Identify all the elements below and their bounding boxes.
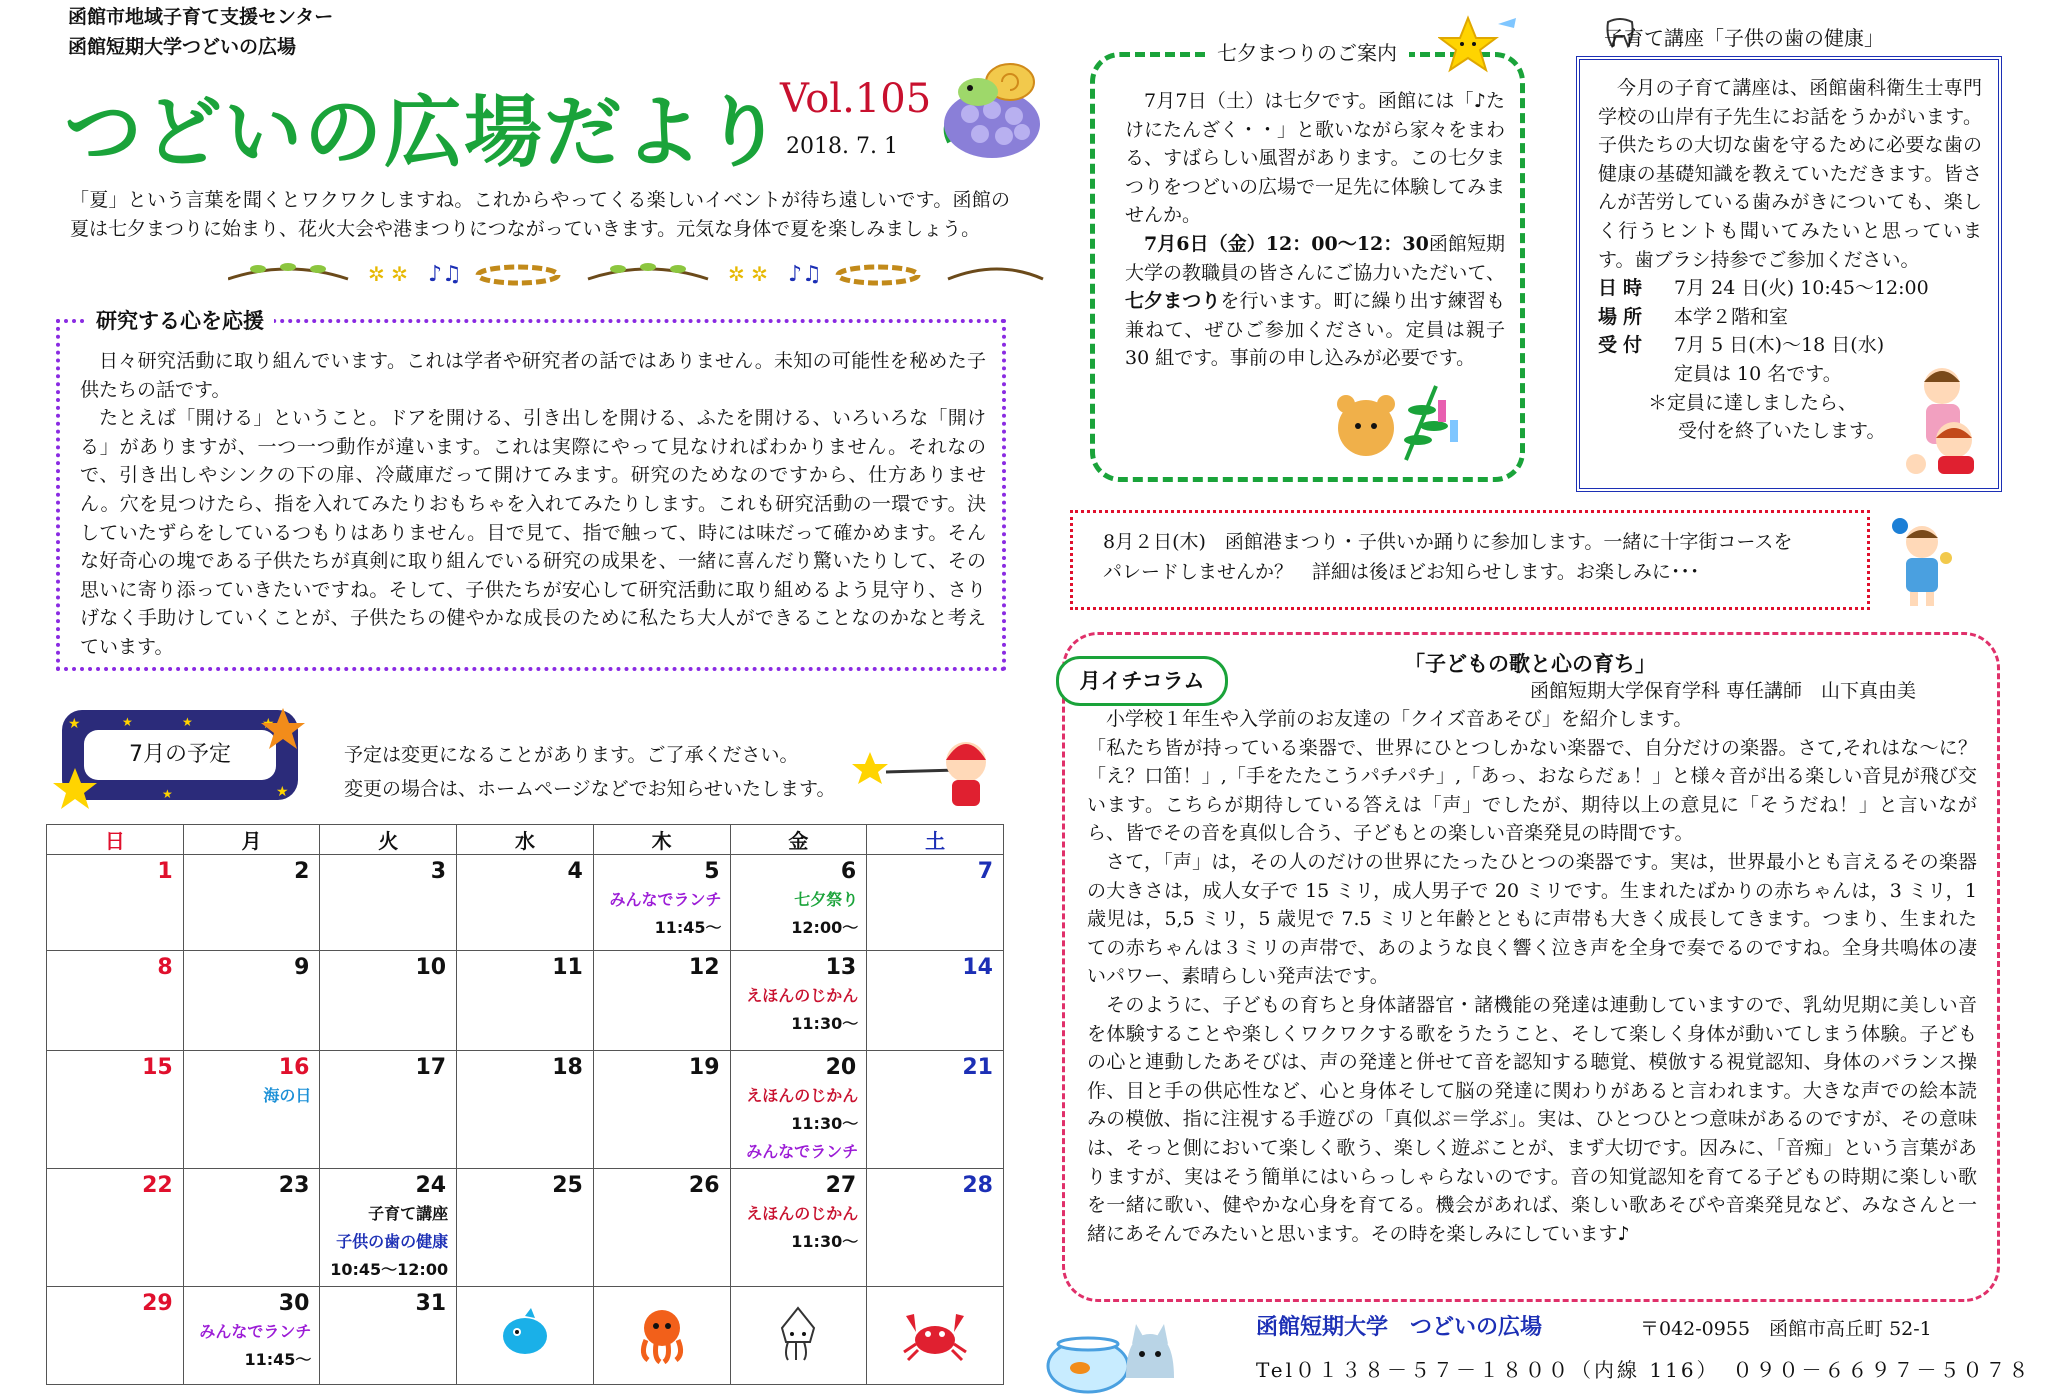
schedule-note bbox=[344, 738, 836, 806]
day-number: 4 bbox=[567, 859, 583, 884]
day-number: 25 bbox=[552, 1173, 583, 1198]
dental-reception-value: 7月 5 日(木)～18 日(水) bbox=[1674, 334, 1885, 357]
calendar-day-cell bbox=[867, 855, 1004, 951]
calendar-week bbox=[47, 951, 1004, 1051]
calendar-day-cell bbox=[730, 1169, 867, 1287]
calendar-event: えほんのじかん bbox=[746, 986, 859, 1005]
hydrangea-snail-icon bbox=[930, 52, 1050, 162]
calendar-event: 海の日 bbox=[263, 1086, 312, 1105]
column-paragraph-4: そのように、子どもの育ちと身体諸器官・諸機能の発達は連動していますので、乳幼児期に美しい音を体験することや楽しくワクワクする歌をうたうこと、そして楽しく身体が動いてしまう体験。子どもの心と連動したあそびは、声の発達と併せて音を認知する聴覚、模倣する視覚認知、身体のバランス操作、目と手の供応性など、心と身体そして脳の発達に関わりがあると言われます。大きな声での絵本読みの模倣、指に注視する手遊びの「真似ぶ＝学ぶ」。実は、ひとつひとつ意味があるのですが、その意味は、そっと側において楽しく歌う、楽しく遊ぶことが、まず大切です。因みに、「音痴」という言葉がありますが、実はそう簡単にはいらっしゃらないのです。音の知覚認知を育てる子どもの時期に楽しい歌を一緒に歌い、健やかな心身を育てる。機会があれば、楽しい歌あそびや音楽発見など、みなさんと一緒にあそんでみたいと思います。その時を楽しみにしています♪ bbox=[1087, 993, 1977, 1245]
calendar-day-cell bbox=[320, 1051, 457, 1169]
calendar-day-cell bbox=[47, 1051, 184, 1169]
calendar-day-cell bbox=[593, 1051, 730, 1169]
footer-address: 〒042-0955 函館市高丘町 52-1 bbox=[1640, 1318, 1932, 1340]
weekday-sat: 土 bbox=[867, 825, 1004, 855]
day-number: 20 bbox=[825, 1055, 857, 1080]
tanabata-heading: 七夕まつりのご案内 bbox=[1205, 37, 1409, 66]
calendar-day-cell bbox=[183, 1169, 320, 1287]
research-heading: 研究する心を応援 bbox=[86, 305, 274, 335]
day-number: 3 bbox=[430, 859, 447, 884]
day-number: 16 bbox=[278, 1055, 310, 1080]
fish-icon bbox=[495, 1304, 555, 1368]
newsletter-title: つどいの広場だより bbox=[64, 88, 785, 178]
dental-place-value: 本学２階和室 bbox=[1674, 305, 1789, 328]
column-body bbox=[1087, 705, 1977, 1248]
festival-child-icon bbox=[1886, 518, 1958, 608]
weekday-tue: 火 bbox=[320, 825, 457, 855]
bear-tanabata-icon bbox=[1326, 380, 1466, 466]
research-paragraph-1: 日々研究活動に取り組んでいます。これは学者や研究者の話ではありません。未知の可能性を秘めた子供たちの話です。 bbox=[80, 350, 986, 401]
calendar-day-cell bbox=[457, 855, 594, 951]
svg-text:♪♫: ♪♫ bbox=[788, 262, 822, 287]
weekday-wed: 水 bbox=[457, 825, 594, 855]
star-face-icon bbox=[260, 706, 306, 752]
calendar-event: みんなでランチ bbox=[609, 890, 722, 909]
weekday-thu: 木 bbox=[593, 825, 730, 855]
calendar-day-cell bbox=[730, 1287, 867, 1385]
calendar-event: 11:45～ bbox=[244, 1350, 312, 1369]
weekday-header bbox=[47, 825, 1004, 855]
calendar-day-cell bbox=[730, 855, 867, 951]
org-line-1: 函館市地域子育て支援センター bbox=[68, 6, 334, 28]
calendar-event: えほんのじかん bbox=[746, 1204, 859, 1223]
weekday-mon: 月 bbox=[183, 825, 320, 855]
day-number: 30 bbox=[278, 1291, 310, 1316]
schedule-note-2: 変更の場合は、ホームページなどでお知らせいたします。 bbox=[344, 778, 836, 800]
dental-reception-row bbox=[1598, 331, 1982, 360]
dental-place-label: 場所 bbox=[1598, 305, 1649, 328]
day-number: 26 bbox=[688, 1173, 720, 1198]
footer-phone: Tel０１３８－５７－１８００（内線 116） ０９０－６６９７－５０７８ bbox=[1256, 1358, 2032, 1382]
day-number: 1 bbox=[157, 859, 173, 884]
girl-with-star-icon bbox=[848, 722, 998, 812]
calendar-day-cell bbox=[457, 1169, 594, 1287]
port-festival-line-2: パレードしませんか？ 詳細は後ほどお知らせします。お楽しみに･･･ bbox=[1103, 561, 1700, 583]
calendar-day-cell bbox=[593, 855, 730, 951]
calendar-event: えほんのじかん bbox=[746, 1086, 859, 1105]
fishbowl-cat-icon bbox=[1040, 1318, 1180, 1394]
day-number: 21 bbox=[962, 1055, 993, 1080]
dental-date-row bbox=[1598, 274, 1982, 303]
calendar-day-cell bbox=[320, 1169, 457, 1287]
calendar-event: 12:00～ bbox=[791, 918, 859, 937]
day-number: 28 bbox=[962, 1173, 993, 1198]
dental-place-row bbox=[1598, 303, 1982, 332]
dental-note-1: ＊定員に達しましたら、 bbox=[1648, 391, 1858, 414]
dental-date-label: 日時 bbox=[1598, 277, 1649, 300]
dental-paragraph: 今月の子育て講座は、函館歯科衛生士専門学校の山岸有子先生にお話をうかがいます。子供たちの大切な歯を守るために必要な歯の健康の基礎知識を教えていただきます。皆さんが苦労している歯みがきについても、楽しく行うヒントも聞いてみたいと思っています。歯ブラシ持参でご参加ください。 bbox=[1598, 77, 1982, 271]
day-number: 27 bbox=[825, 1173, 857, 1198]
calendar-week bbox=[47, 1051, 1004, 1169]
tanabata-paragraph-1: 7月7日（土）は七夕です。函館には「♪たけにたんざく・・」と歌いながら家々をまわる、すばらしい風習があります。この七夕まつりをつどいの広場で一足先に体験してみませんか。 bbox=[1125, 90, 1506, 227]
day-number: 5 bbox=[704, 859, 720, 884]
calendar-event: 七夕祭り bbox=[794, 890, 859, 909]
day-number: 8 bbox=[157, 955, 173, 980]
calendar-day-cell bbox=[593, 1169, 730, 1287]
calendar-event: 子育て講座 bbox=[368, 1204, 449, 1223]
monthly-column bbox=[1062, 632, 2000, 1302]
calendar-day-cell bbox=[730, 951, 867, 1051]
schedule-note-1: 予定は変更になることがあります。ご了承ください。 bbox=[344, 744, 799, 766]
schedule-title: 7月の予定 bbox=[84, 730, 276, 780]
calendar-day-cell bbox=[320, 951, 457, 1051]
calendar-week bbox=[47, 1169, 1004, 1287]
calendar-day-cell bbox=[320, 855, 457, 951]
org-line-2: 函館短期大学つどいの広場 bbox=[68, 36, 297, 58]
intro-paragraph: 「夏」という言葉を聞くとワクワクしますね。これからやってくる楽しいイベントが待ち遠しいです。函館の夏は七夕まつりに始まり、花火大会や港まつりにつながっていきます。元気な身体で夏を楽しみましょう。 bbox=[70, 189, 1010, 240]
day-number: 2 bbox=[294, 859, 310, 884]
calendar-event: みんなでランチ bbox=[199, 1322, 312, 1341]
calendar-day-cell bbox=[457, 1051, 594, 1169]
calendar-day-cell bbox=[593, 951, 730, 1051]
svg-text:♪♫: ♪♫ bbox=[428, 262, 462, 287]
toothbrush-family-icon bbox=[1896, 360, 1996, 476]
calendar-day-cell bbox=[320, 1287, 457, 1385]
svg-text:★: ★ bbox=[276, 784, 289, 800]
calendar-event: 11:30～ bbox=[791, 1114, 859, 1133]
day-number: 9 bbox=[294, 955, 310, 980]
july-calendar bbox=[46, 824, 1004, 1385]
dental-date-value: 7月 24 日(火) 10:45～12:00 bbox=[1674, 277, 1929, 300]
port-festival-line-1: 8月２日(木) 函館港まつり・子供いか踊りに参加します。一緒に十字街コースを bbox=[1103, 531, 1793, 553]
calendar-day-cell bbox=[457, 951, 594, 1051]
day-number: 23 bbox=[278, 1173, 310, 1198]
calendar-day-cell bbox=[730, 1051, 867, 1169]
calendar-day-cell bbox=[867, 1169, 1004, 1287]
svg-text:★: ★ bbox=[162, 787, 173, 800]
squid-icon bbox=[768, 1304, 828, 1368]
column-paragraph-1: 小学校１年生や入学前のお友達の「クイズ音あそび」を紹介します。 bbox=[1106, 708, 1693, 730]
footer-name: 函館短期大学 つどいの広場 bbox=[1256, 1315, 1543, 1340]
day-number: 11 bbox=[552, 955, 583, 980]
svg-text:✲ ✲: ✲ ✲ bbox=[368, 262, 408, 286]
day-number: 13 bbox=[825, 955, 857, 980]
calendar-day-cell bbox=[183, 1287, 320, 1385]
day-number: 19 bbox=[688, 1055, 720, 1080]
weekday-fri: 金 bbox=[730, 825, 867, 855]
calendar-day-cell bbox=[593, 1287, 730, 1385]
decorative-vine-icon bbox=[228, 257, 1048, 291]
calendar-day-cell bbox=[867, 951, 1004, 1051]
calendar-day-cell bbox=[183, 855, 320, 951]
svg-text:★: ★ bbox=[182, 715, 193, 729]
research-section bbox=[56, 309, 1006, 671]
port-festival-body bbox=[1103, 527, 1863, 587]
calendar-day-cell bbox=[867, 1051, 1004, 1169]
svg-text:★: ★ bbox=[68, 716, 81, 732]
day-number: 24 bbox=[415, 1173, 447, 1198]
calendar-day-cell bbox=[47, 1287, 184, 1385]
column-paragraph-3: さて，「声」は，その人のだけの世界にたったひとつの楽器です。実は，世界最小とも言えるその楽器の大きさは，成人女子で 15 ミリ，成人男子で 20 ミリです。生まれたばかりの赤ちゃんは，3 ミリ，1 歳児は，5,5 ミリ，5 歳児で 7.5 ミリと年齢とともに声帯も大きく成長してきます。つまり、生まれたての赤ちゃんは３ミリの声帯で、あのような良く響く泣き声を全身で奏でるのですね。全身共鳴体の凄いパワー、素晴らしい発声法です。 bbox=[1087, 850, 1977, 988]
tanabata-body bbox=[1125, 87, 1505, 373]
calendar-event: 11:45～ bbox=[654, 918, 722, 937]
calendar-event: みんなでランチ bbox=[746, 1142, 859, 1161]
tanabata-paragraph-2 bbox=[1125, 230, 1505, 373]
calendar-day-cell bbox=[457, 1287, 594, 1385]
day-number: 14 bbox=[962, 955, 993, 980]
tanabata-event-date: 7月6日（金）12：00～12：30 bbox=[1144, 232, 1429, 255]
calendar-event: 10:45～12:00 bbox=[330, 1260, 449, 1279]
issue-date: 2018. 7. 1 bbox=[786, 134, 898, 159]
day-number: 6 bbox=[840, 859, 857, 884]
research-paragraph-2: たとえば「開ける」ということ。ドアを開ける、引き出しを開ける、ふたを開ける、いろいろな「開ける」がありますが、一つ一つ動作が違います。これは実際にやって見なければわかりません。それなので、引き出しやシンクの下の扉、冷蔵庫だって開けてみます。研究のためなのですから、仕方ありません。穴を見つけたら、指を入れてみたりおもちゃを入れてみたりします。これも研究活動の一環です。決していたずらをしているつもりはありません。目で見て、指で触って、時には味だって確かめます。そんな好奇心の塊である子供たちが真剣に取り組んでいる研究の成果を、一緒に喜んだり驚いたりして、その思いに寄り添っていきたいですね。そして、子供たちが安心して研究活動に取り組めるよう見守り、さりげなく手助けしていくことが、子供たちの健やかな成長のために私たち大人ができることなのかなと考えています。 bbox=[80, 407, 986, 658]
calendar-day-cell bbox=[47, 855, 184, 951]
calendar-week bbox=[47, 855, 1004, 951]
calendar-event: 11:30～ bbox=[791, 1232, 859, 1251]
tanabata-paragraph-2a: 函館短期大学の教職員の皆さんにご協力いただいて、 bbox=[1125, 232, 1505, 284]
svg-text:✲ ✲: ✲ ✲ bbox=[728, 262, 768, 286]
calendar-day-cell bbox=[183, 951, 320, 1051]
day-number: 15 bbox=[142, 1055, 173, 1080]
day-number: 7 bbox=[977, 859, 993, 884]
dental-note-2: 受付を終了いたします。 bbox=[1678, 420, 1886, 443]
day-number: 18 bbox=[552, 1055, 583, 1080]
calendar-event: 子供の歯の健康 bbox=[336, 1232, 449, 1251]
star-icon bbox=[1438, 14, 1518, 74]
column-title: 「子どもの歌と心の育ち」 bbox=[1404, 651, 1656, 676]
calendar-event: 11:30～ bbox=[791, 1014, 859, 1033]
weekday-sun: 日 bbox=[47, 825, 184, 855]
tanabata-paragraph-2b: を行います。町に繰り出す練習も兼ねて、ぜひご参加ください。定員は親子 30 組です。事前の申し込みが必要です。 bbox=[1125, 290, 1505, 370]
volume-number: Vol.105 bbox=[780, 76, 932, 122]
day-number: 10 bbox=[415, 955, 447, 980]
organization-name bbox=[68, 2, 333, 62]
day-number: 17 bbox=[415, 1055, 447, 1080]
calendar-day-cell bbox=[183, 1051, 320, 1169]
crab-icon bbox=[900, 1304, 970, 1368]
dental-capacity: 定員は 10 名です。 bbox=[1674, 362, 1842, 385]
day-number: 29 bbox=[142, 1291, 173, 1316]
tanabata-event-name: 七夕まつり bbox=[1125, 290, 1221, 313]
svg-text:★: ★ bbox=[122, 715, 133, 729]
column-paragraph-2: 「私たち皆が持っている楽器で、世界にひとつしかない楽器で、自分だけの楽器。さて,それはな～に？「え？口笛！」,「手をたたこうパチパチ」,「あっ、おならだぁ！」と様々音が出る楽しい音見が飛び交います。こちらが期待している答えは「声」でしたが、期待以上の意見に「そうだね！」と言いながら、皆でその音を真似し合う、子どもとの楽しい音楽発見の時間です。 bbox=[1087, 736, 1977, 845]
calendar-day-cell bbox=[47, 951, 184, 1051]
calendar-day-cell bbox=[867, 1287, 1004, 1385]
column-tag: 月イチコラム bbox=[1056, 656, 1228, 706]
day-number: 31 bbox=[415, 1291, 447, 1316]
column-author: 函館短期大学保育学科 専任講師 山下真由美 bbox=[1530, 680, 1917, 702]
day-number: 22 bbox=[142, 1173, 173, 1198]
calendar-week bbox=[47, 1287, 1004, 1385]
star-face-icon-2 bbox=[52, 766, 98, 812]
octopus-icon bbox=[632, 1304, 692, 1368]
research-body bbox=[80, 347, 986, 662]
port-festival-notice bbox=[1070, 510, 1870, 610]
dental-heading: 子育て講座「子供の歯の健康」 bbox=[1604, 26, 1884, 50]
dental-reception-label: 受付 bbox=[1598, 334, 1649, 357]
day-number: 12 bbox=[688, 955, 720, 980]
calendar-day-cell bbox=[47, 1169, 184, 1287]
